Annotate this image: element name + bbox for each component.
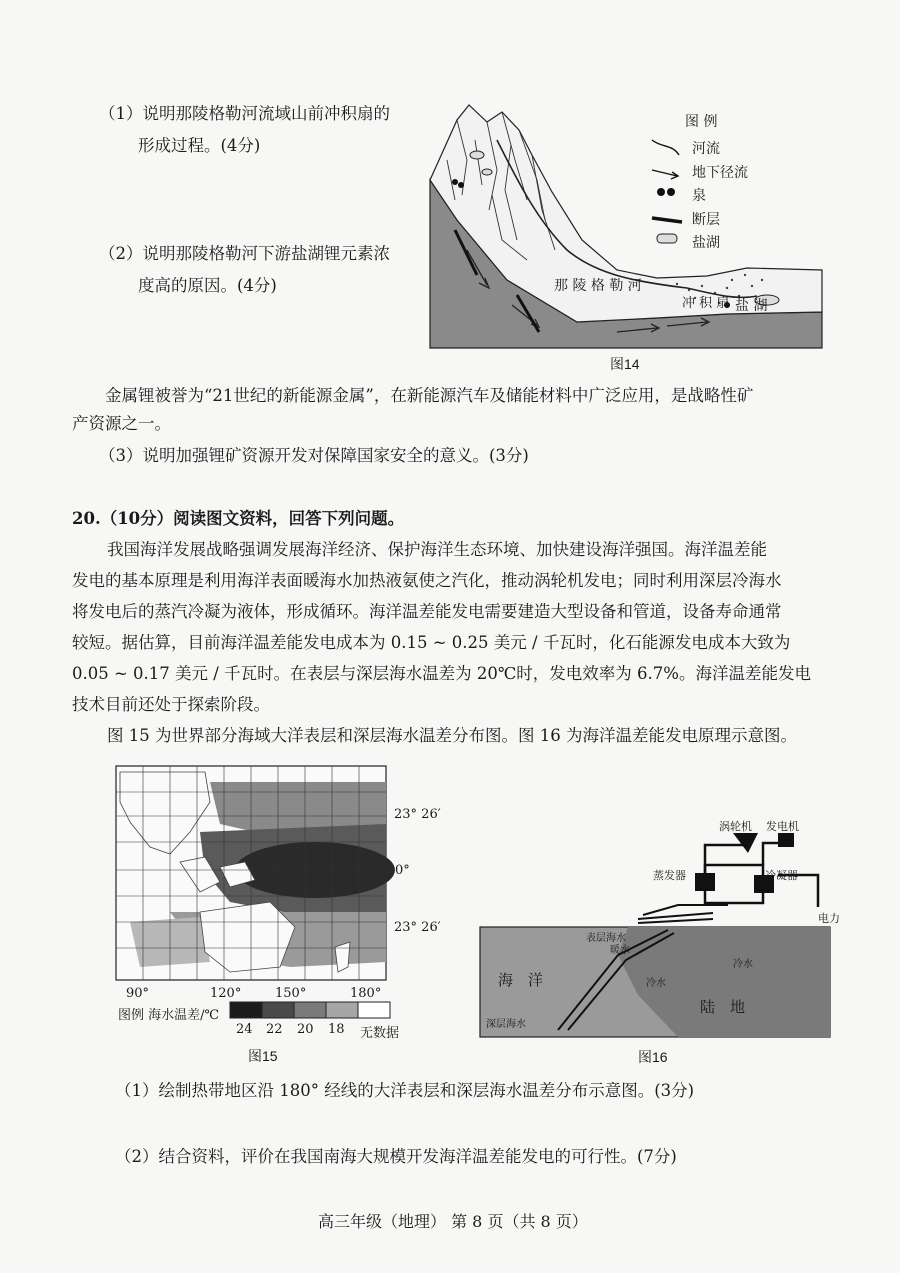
fig15-lon-120: 120°	[210, 986, 242, 1001]
q20-header: 20.（10分）阅读图文资料，回答下列问题。	[72, 509, 405, 528]
fig15-lon-150: 150°	[275, 986, 307, 1001]
fig14-lake-label: 盐 湖	[735, 298, 768, 314]
fig14-fan-label: 冲 积 扇	[682, 296, 730, 311]
fig15-legend-24: 24	[236, 1022, 253, 1037]
fig16-generator-label: 发电机	[766, 820, 799, 833]
fig14-legend-spring: 泉	[692, 188, 706, 204]
q19-intro-line1: 金属锂被誉为“21世纪的新能源金属”，在新能源汽车及储能材料中广泛应用，是战略性矿	[105, 386, 754, 405]
fig15-lat-equator: 0°	[395, 863, 410, 878]
fig14-legend-groundwater: 地下径流	[692, 165, 748, 181]
figure-15	[110, 762, 465, 1067]
fig16-warm-water-label: 暖水	[610, 945, 630, 956]
q20-sub1: （1）绘制热带地区沿 180° 经线的大洋表层和深层海水温差分布示意图。(3分)	[115, 1081, 695, 1100]
fig16-surface-water-label: 表层海水	[586, 933, 626, 944]
fig16-land-label: 陆 地	[700, 998, 746, 1016]
q19-sub1-line2: 形成过程。(4分)	[138, 136, 261, 155]
fig14-caption: 图14	[610, 356, 640, 372]
q20-para1-line1: 我国海洋发展战略强调发展海洋经济、保护海洋生态环境、加快建设海洋强国。海洋温差能	[107, 540, 767, 559]
q20-para1-line5: 0.05 ~ 0.17 美元 / 千瓦时。在表层与深层海水温差为 20℃时，发电效率为 6.7%。海洋温差能发电	[72, 664, 811, 683]
fig15-caption: 图15	[248, 1048, 278, 1064]
figure-16-diagram	[478, 815, 848, 1067]
fig16-power-label: 电力	[818, 912, 840, 925]
fig14-legend-title: 图 例	[685, 114, 718, 130]
page-footer: 高三年级（地理） 第 8 页（共 8 页）	[318, 1212, 588, 1231]
figure-16	[478, 815, 848, 1067]
q20-sub2: （2）结合资料，评价在我国南海大规模开发海洋温差能发电的可行性。(7分)	[115, 1147, 677, 1166]
q20-para1-line6: 技术目前还处于探索阶段。	[72, 695, 270, 714]
fig15-legend-swatches	[230, 1002, 390, 1018]
fig16-condenser-label: 冷凝器	[765, 869, 798, 882]
fig15-legend-nodata: 无数据	[360, 1026, 400, 1041]
fig14-legend-fault: 断层	[692, 212, 720, 228]
q19-sub1-line1: （1）说明那陵格勒河流域山前冲积扇的	[99, 104, 390, 123]
fig15-legend-22: 22	[266, 1022, 283, 1037]
fig16-caption: 图16	[638, 1049, 668, 1065]
q19-sub2-line1: （2）说明那陵格勒河下游盐湖锂元素浓	[99, 244, 390, 263]
q20-para1-line2: 发电的基本原理是利用海洋表面暖海水加热液氨使之汽化，推动涡轮机发电；同时利用深层冷海水	[72, 571, 782, 590]
fig15-legend-18: 18	[328, 1022, 345, 1037]
figure-14	[427, 100, 827, 375]
q20-para1-line4: 较短。据估算，目前海洋温差能发电成本为 0.15 ~ 0.25 美元 / 千瓦时，化石能源发电成本大致为	[72, 633, 791, 652]
fig16-evaporator-label: 蒸发器	[653, 869, 686, 882]
fig15-legend-20: 20	[297, 1022, 314, 1037]
fig14-legend-river: 河流	[692, 141, 720, 157]
q20-para2: 图 15 为世界部分海域大洋表层和深层海水温差分布图。图 16 为海洋温差能发电原理示意图。	[107, 726, 797, 745]
fig14-legend-saltlake: 盐湖	[692, 235, 720, 251]
q19-sub2-line2: 度高的原因。(4分)	[138, 276, 277, 295]
fig15-lat-north: 23° 26′	[394, 807, 441, 822]
figure-14-diagram	[427, 100, 827, 375]
fig15-lon-180: 180°	[350, 986, 382, 1001]
fig16-cold-water-label: 冷水	[646, 978, 666, 989]
fig14-river-label: 那 陵 格 勒 河	[554, 278, 642, 294]
fig16-cold-water2-label: 冷水	[733, 959, 753, 970]
fig16-ocean-label: 海 洋	[498, 971, 544, 989]
fig15-lon-90: 90°	[126, 986, 150, 1001]
fig15-lat-south: 23° 26′	[394, 920, 441, 935]
q19-intro-line2: 产资源之一。	[72, 414, 171, 433]
q20-para1-line3: 将发电后的蒸汽冷凝为液体，形成循环。海洋温差能发电需要建造大型设备和管道，设备寿命通常	[72, 602, 782, 621]
fig15-legend-label: 图例 海水温差/℃	[118, 1008, 220, 1023]
fig16-deep-water-label: 深层海水	[486, 1019, 526, 1030]
q19-sub3: （3）说明加强锂矿资源开发对保障国家安全的意义。(3分)	[99, 446, 529, 465]
fig16-turbine-label: 涡轮机	[719, 820, 752, 833]
